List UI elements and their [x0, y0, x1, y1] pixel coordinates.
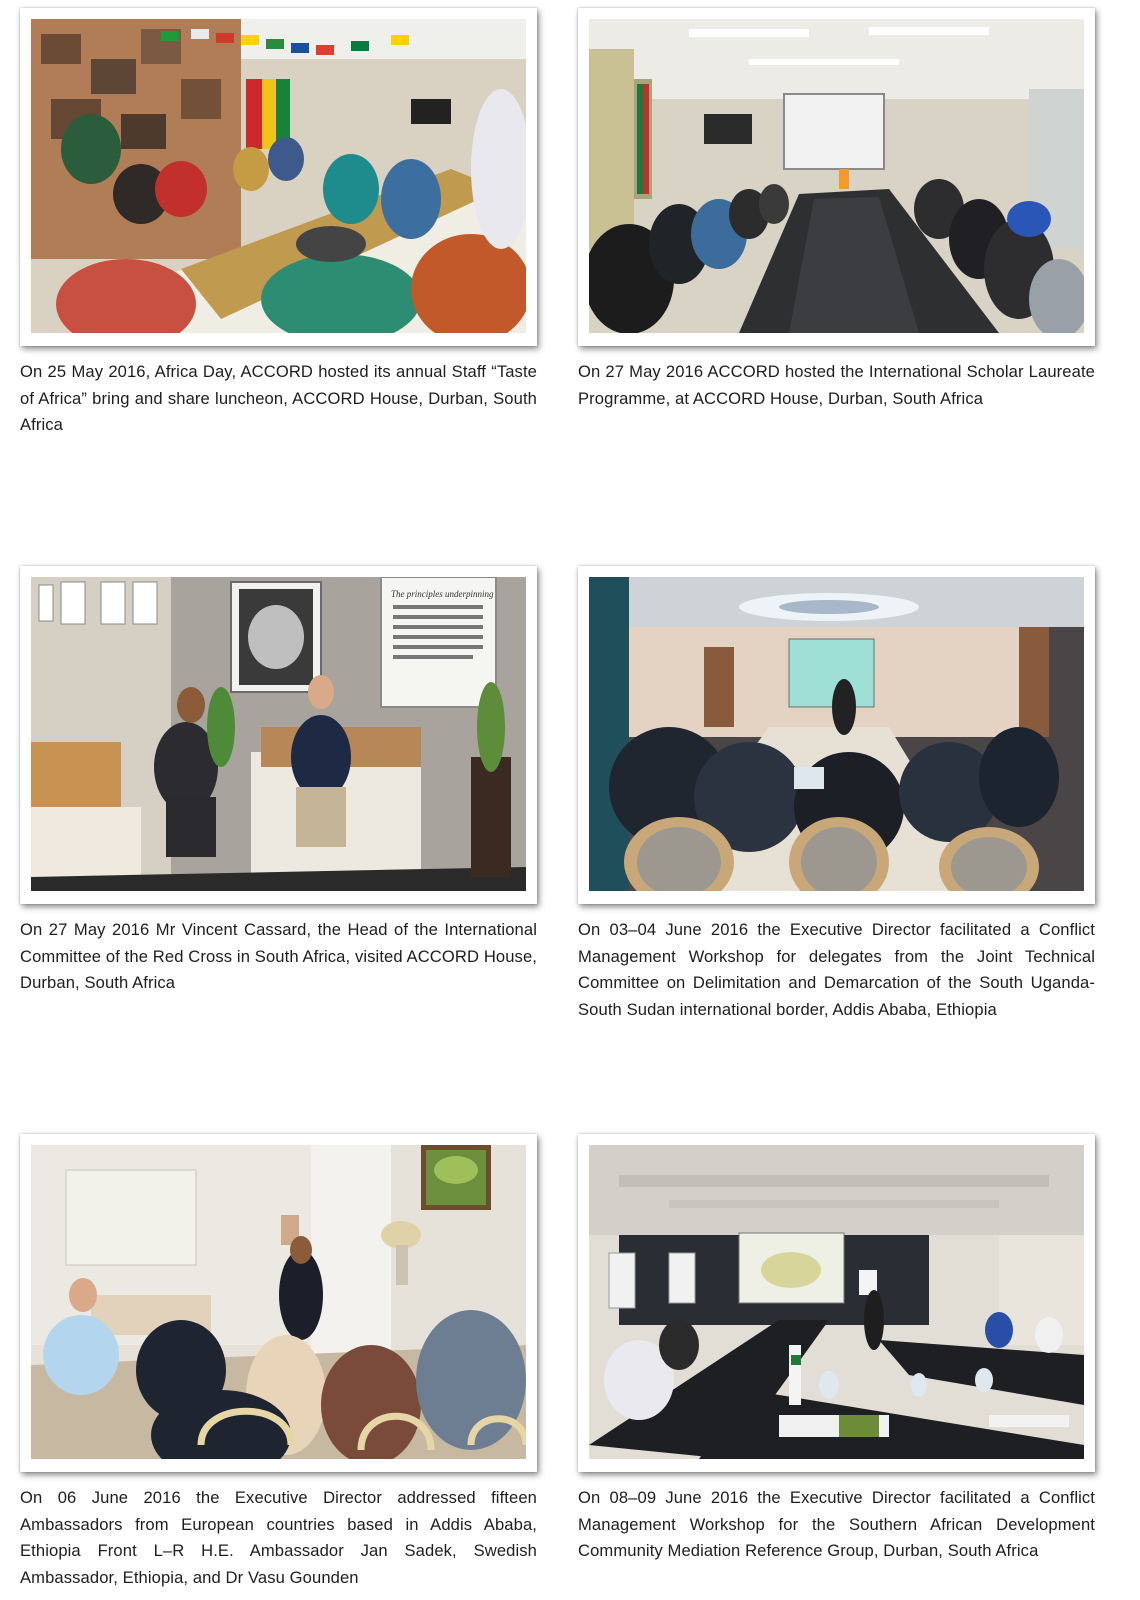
photo-ambassadors-briefing — [31, 1145, 526, 1459]
photo-caption: On 27 May 2016 ACCORD hosted the International Scholar Laureate Programme, at ACCORD House, Durban, South Africa — [578, 362, 1095, 408]
framed-quote-text: The principles underpinning — [391, 589, 494, 599]
photo-frame — [578, 8, 1095, 346]
photo-sadc-mediation-workshop — [589, 1145, 1084, 1459]
photo-caption: On 25 May 2016, Africa Day, ACCORD hosted its annual Staff “Taste of Africa” bring and share luncheon, ACCORD House, Durban, South Africa — [20, 362, 537, 434]
photo-frame — [20, 8, 537, 346]
photo-conflict-management-workshop-addis — [589, 577, 1084, 891]
photo-caption: On 03–04 June 2016 the Executive Director facilitated a Conflict Management Workshop for delegates from the Joint Technical Committee on Delimitation and Demarcation of the South Uganda-South Sudan international border, Addis Ababa, Ethiopia — [578, 920, 1095, 1019]
photo-scholar-laureate-programme — [589, 19, 1084, 333]
photo-frame — [578, 1134, 1095, 1472]
photo-africa-day-luncheon — [31, 19, 526, 333]
photo-frame — [20, 1134, 537, 1472]
photo-frame — [20, 566, 537, 904]
photo-icrc-visit — [31, 577, 526, 891]
photo-caption: On 08–09 June 2016 the Executive Director facilitated a Conflict Management Workshop for the Southern African Development Community Mediation Reference Group, Durban, South Africa — [578, 1488, 1095, 1560]
photo-caption: On 06 June 2016 the Executive Director addressed fifteen Ambassadors from European countries based in Addis Ababa, Ethiopia Front L–R H.E. Ambassador Jan Sadek, Swedish Ambassador, Ethiopia, and Dr Vasu Gounden — [20, 1488, 537, 1587]
photo-frame — [578, 566, 1095, 904]
photo-caption: On 27 May 2016 Mr Vincent Cassard, the Head of the International Committee of the Red Cross in South Africa, visited ACCORD House, Durban, South Africa — [20, 920, 537, 992]
